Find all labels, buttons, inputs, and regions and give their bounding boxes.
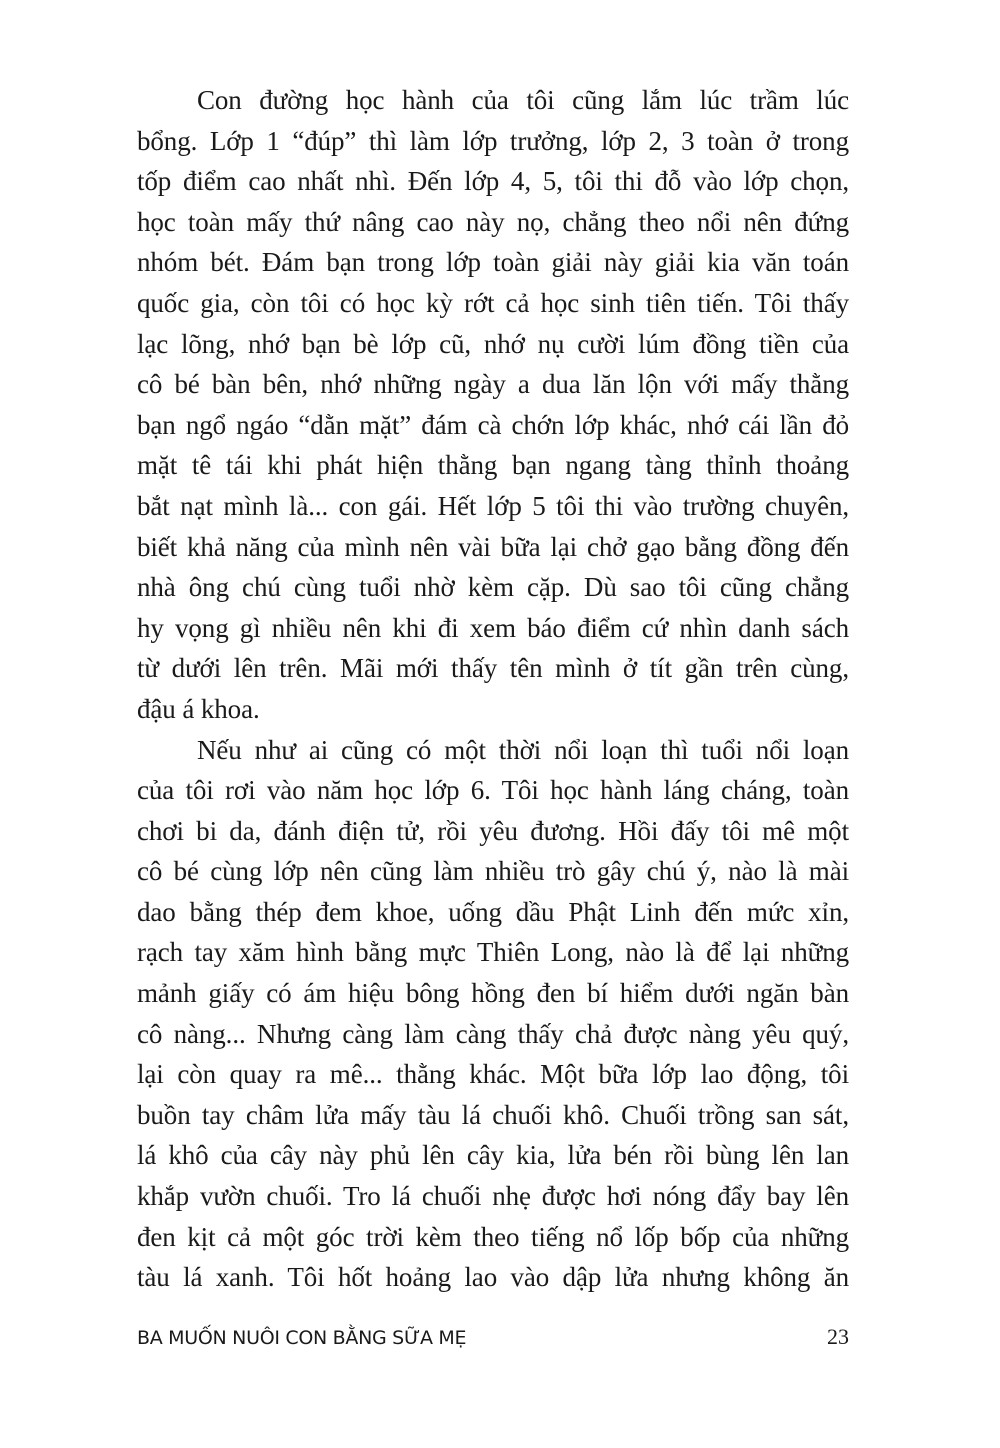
text-line: lá khô của cây này phủ lên cây kia, lửa bén rồi bùng lên lan [137,1140,849,1171]
text-line: khắp vườn chuối. Tro lá chuối nhẹ được hơi nóng đẩy bay lên [137,1181,849,1212]
text-line: bạn ngổ ngáo “dằn mặt” đám cà chớn lớp khác, nhớ cái lần đỏ [137,409,849,440]
page-footer [137,1324,849,1354]
text-line: từ dưới lên trên. Mãi mới thấy tên mình ở tít gần trên cùng, [137,653,849,684]
text-line: Con đường học hành của tôi cũng lắm lúc trầm lúc [197,85,849,115]
text-line: tốp điểm cao nhất nhì. Đến lớp 4, 5, tôi thi đỗ vào lớp chọn, [137,166,849,197]
text-line: đậu á khoa. [137,693,260,724]
paragraph-2 [137,730,849,1298]
text-line: Nếu như ai cũng có một thời nổi loạn thì tuổi nổi loạn [197,734,849,765]
text-line: bổng. Lớp 1 “đúp” thì làm lớp trưởng, lớp 2, 3 toàn ở trong [137,125,849,156]
text-line: nhà ông chú cùng tuổi nhờ kèm cặp. Dù sao tôi cũng chẳng [137,572,849,603]
text-line: chơi bi da, đánh điện tử, rồi yêu đương. Hồi đấy tôi mê một [137,815,849,846]
text-line: cô bé cùng lớp nên cũng làm nhiều trò gây chú ý, nào là mài [137,856,849,887]
text-line: cô nàng... Nhưng càng làm càng thấy chả được nàng yêu quý, [137,1018,849,1049]
text-line: mặt tê tái khi phát hiện thằng bạn ngang tàng thỉnh thoảng [137,450,849,481]
text-line: mảnh giấy có ám hiệu bông hồng đen bí hiểm dưới ngăn bàn [137,978,849,1009]
text-line: lại còn quay ra mê... thằng khác. Một bữa lớp lao động, tôi [137,1059,849,1090]
text-line: bắt nạt mình là... con gái. Hết lớp 5 tôi thi vào trường chuyên, [137,490,849,521]
paragraph-1 [137,80,849,730]
text-line: tàu lá xanh. Tôi hốt hoảng lao vào dập lửa nhưng không ăn [137,1262,849,1293]
text-line: nhóm bét. Đám bạn trong lớp toàn giải này giải kia văn toán [137,247,849,278]
text-line: lạc lõng, nhớ bạn bè lớp cũ, nhớ nụ cười lúm đồng tiền của [137,328,849,359]
text-line: dao bằng thép đem khoe, uống dầu Phật Linh đến mức xỉn, [137,896,849,927]
page-number: 23 [827,1324,849,1349]
text-line: của tôi rơi vào năm học lớp 6. Tôi học hành láng cháng, toàn [137,775,849,806]
text-line: cô bé bàn bên, nhớ những ngày a dua lăn lộn với mấy thằng [137,369,849,400]
text-line: đen kịt cả một góc trời kèm theo tiếng nổ lốp bốp của những [137,1221,849,1252]
text-line: rạch tay xăm hình bằng mực Thiên Long, nào là để lại những [137,937,849,968]
text-line: quốc gia, còn tôi có học kỳ rớt cả học sinh tiên tiến. Tôi thấy [137,287,849,318]
page-body [137,80,849,1298]
text-line: buồn tay châm lửa mấy tàu lá chuối khô. Chuối trồng san sát, [137,1099,849,1130]
running-title: BA MUỐN NUÔI CON BẰNG SỮA MẸ [137,1327,467,1349]
text-line: biết khả năng của mình nên vài bữa lại chở gạo bằng đồng đến [137,531,849,562]
text-line: hy vọng gì nhiều nên khi đi xem báo điểm cứ nhìn danh sách [137,612,849,643]
text-line: học toàn mấy thứ nâng cao này nọ, chẳng theo nổi nên đứng [137,206,849,237]
